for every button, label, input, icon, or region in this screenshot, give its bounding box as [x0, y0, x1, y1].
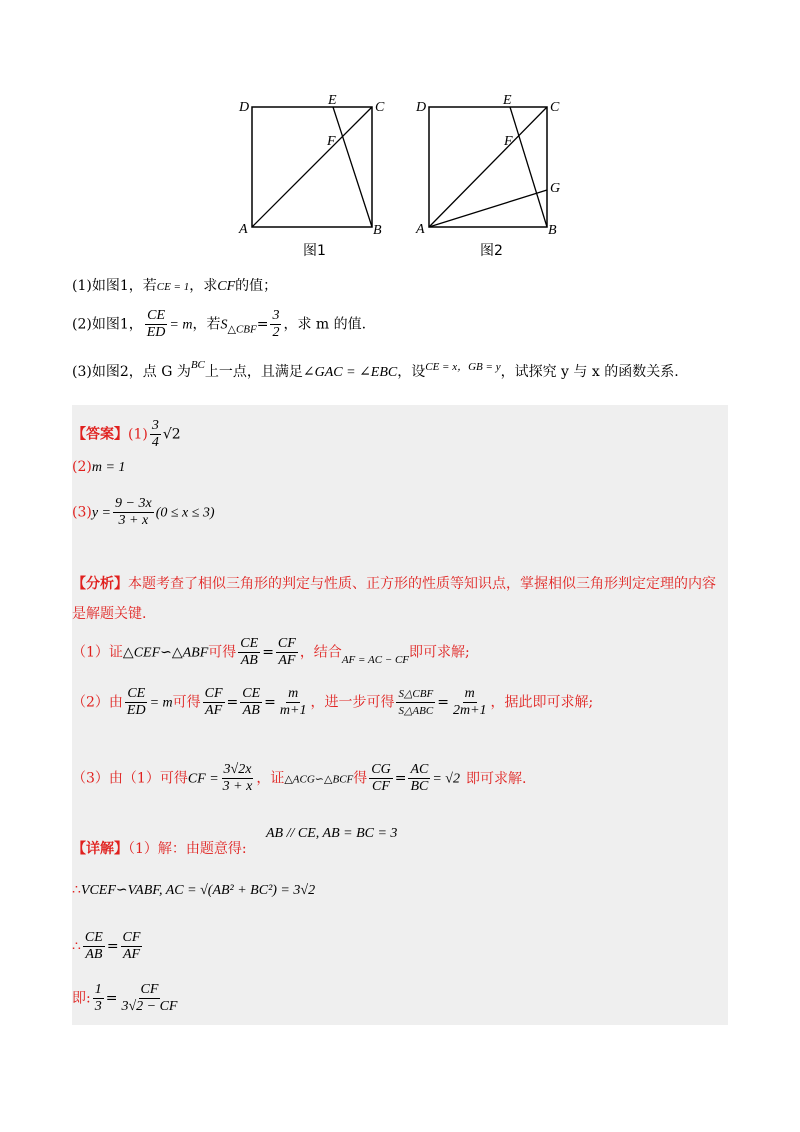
q3-vars: CE = x，GB = y — [425, 361, 501, 373]
step1-post: ，结合 — [299, 644, 342, 661]
step3-f1-den: 3 + x — [222, 779, 253, 794]
detail-tag: 【详解】 — [72, 841, 128, 857]
analysis-step-3: （3）由（1）可得CF = $\frac{3√2x}{3 + x}$ ，证△ACG∽△BCF得 $\frac{CG}{CF}$ = $\frac{AC}{BC}$ = √2 即可求解. — [72, 762, 527, 794]
answer-1-pre: (1) — [128, 426, 148, 443]
q2-mid: ，若 — [192, 316, 221, 333]
step2-eq: = m — [149, 695, 173, 711]
label-d-2: D — [416, 100, 427, 115]
step2-mid: 可得 — [172, 694, 201, 711]
therefore-2: ∴ — [72, 938, 81, 955]
step2-f2-num: CF — [204, 686, 223, 701]
label-b: B — [373, 223, 382, 238]
step2-f4-num: m — [288, 686, 299, 701]
detail-l4-f1-num: 1 — [94, 982, 102, 997]
detail-l3-f2-num: CF — [122, 930, 141, 945]
question-1 — [72, 276, 277, 297]
answer-3-num: 9 − 3x — [115, 496, 152, 511]
analysis-line-1 — [72, 573, 716, 593]
detail-l3-f2-den: AF — [122, 947, 141, 962]
answer-3-den: 3 + x — [118, 513, 149, 528]
answer-1-num: 3 — [151, 418, 159, 433]
step1-rel: AF = AC − CF — [341, 653, 410, 666]
answer-tag: 【答案】 — [72, 426, 128, 443]
q1-post: 的值； — [235, 278, 278, 294]
analysis-line-2: 是解题关键. — [72, 606, 147, 622]
detail-l2: VCEF∽VABF, AC = √(AB² + BC²) = 3√2 — [80, 883, 316, 898]
detail-p1: （1）解：由题意得: — [128, 841, 247, 857]
detail-l4-f2-den: 3√2 − CF — [121, 999, 178, 1014]
q1-target: CF — [217, 279, 236, 294]
step2-f1-num: CE — [127, 686, 146, 701]
q2-frac-num: CE — [147, 308, 166, 323]
step2-f5-den: S△ABC — [398, 705, 434, 717]
q3-angle: ∠GAC = ∠EBC — [302, 365, 398, 380]
answer-3-label: (3) — [72, 504, 92, 521]
step1-f2-den: AF — [278, 653, 296, 668]
step1-sim: △CEF∽△ABF — [122, 645, 209, 661]
step3-get: 得 — [353, 770, 368, 787]
analysis-tag: 【分析】 — [72, 576, 128, 592]
step1-f1-den: AB — [240, 653, 258, 668]
answer-3-range: (0 ≤ x ≤ 3) — [155, 505, 215, 521]
label-e-2: E — [503, 93, 512, 108]
q3-mid: 上一点，且满足 — [204, 364, 303, 380]
step3-end: 即可求解. — [465, 770, 527, 787]
q3-mid2: ，设 — [397, 364, 426, 380]
diagonal-ac — [252, 107, 372, 227]
label-g: G — [550, 181, 561, 196]
step3-f2-num: CG — [371, 762, 391, 777]
step2-f4-den: m+1 — [279, 703, 307, 718]
answer-1 — [72, 418, 181, 451]
detail-l4-f2-num: CF — [140, 982, 159, 997]
label-c: C — [375, 100, 385, 115]
q1-pre: (1)如图1，若 — [72, 278, 157, 294]
q1-mid: ，求 — [189, 278, 218, 294]
step2-f6-den: 2m+1 — [452, 703, 487, 718]
detail-line-3: ∴ $\frac{CE}{AB}$ = $\frac{CF}{AF}$ — [72, 930, 141, 962]
label-c-2: C — [550, 100, 560, 115]
step2-f5-num: S△CBF — [396, 686, 435, 703]
step1-pre: （1）证 — [72, 644, 123, 661]
q2-frac2-num: 3 — [272, 308, 280, 323]
answer-1-den: 4 — [151, 435, 159, 450]
step1-end: 即可求解; — [409, 644, 470, 661]
answer-3 — [72, 496, 215, 529]
step2-f2-den: AF — [205, 703, 223, 718]
label-a: A — [239, 222, 248, 237]
answer-2 — [72, 459, 125, 476]
detail-l3-f1-den: AB — [85, 947, 103, 962]
caption-fig2: 图2 — [480, 243, 503, 259]
step3-f3-den: BC — [410, 779, 429, 794]
label-f: F — [327, 134, 336, 149]
q3-bc: BC — [190, 359, 205, 371]
step2-f3-num: CE — [242, 686, 261, 701]
detail-l4-pre: 即: — [72, 990, 91, 1007]
q2-pre: (2)如图1， — [72, 316, 143, 333]
detail-line-1 — [72, 838, 247, 858]
step3-f1-num: 3√2x — [223, 762, 252, 777]
detail-p1-expr: AB // CE, AB = BC = 3 — [266, 826, 398, 841]
question-3 — [72, 359, 679, 383]
answer-2-expr: m = 1 — [91, 460, 126, 475]
step3-mid: ，证 — [256, 770, 285, 787]
step2-f6-num: m — [464, 686, 475, 701]
q2-frac2-den: 2 — [272, 325, 280, 340]
answer-1-root: √2 — [162, 426, 181, 443]
step2-f3-den: AB — [242, 703, 260, 718]
detail-l3-f1-num: CE — [84, 930, 103, 945]
step2-pre: （2）由 — [72, 694, 123, 711]
step2-mid2: ，进一步可得 — [310, 694, 395, 711]
label-f-2: F — [504, 134, 513, 149]
answer-3-y: y = — [91, 505, 112, 521]
label-d: D — [239, 100, 250, 115]
step3-val: = √2 — [432, 771, 460, 787]
step2-end: ，据此即可求解; — [490, 694, 594, 711]
step3-pre: （3）由（1）可得 — [72, 770, 188, 787]
q3-post: ，试探究 y 与 x 的函数关系. — [500, 364, 679, 380]
q1-cond: CE = 1 — [156, 281, 190, 293]
detail-l4-f1-den: 3 — [94, 999, 102, 1014]
label-b-2: B — [548, 223, 557, 238]
answer-2-label: (2) — [72, 459, 92, 475]
step1-f1-num: CE — [240, 636, 259, 651]
q2-eq: = m — [169, 317, 193, 333]
q2-eq2: = — [256, 316, 269, 333]
step3-f2-den: CF — [372, 779, 390, 794]
question-2 — [72, 308, 366, 341]
step3-f3-num: AC — [410, 762, 429, 777]
analysis-text-1: 本题考查了相似三角形的判定与性质、正方形的性质等知识点，掌握相似三角形判定定理的内容 — [128, 576, 716, 592]
figure-1 — [235, 92, 395, 262]
label-e: E — [328, 93, 337, 108]
label-a-2: A — [416, 222, 425, 237]
q3-pre: (3)如图2，点 G 为 — [72, 364, 191, 380]
step3-sim: △ACG∽△BCF — [284, 773, 354, 786]
step3-cf: CF = — [187, 771, 219, 787]
analysis-step-2: （2）由 $\frac{CE}{ED}$ = m可得 $\frac{CF}{AF}$ = $\frac{CE}{AB}$ = $\frac{m}{m+1}$ ，进一步可得 $\frac{\text{S△CBF}}{\text{S△ABC}}$ = $\frac{m}{2m+1}$ ，据此即可求解; — [72, 686, 594, 718]
q2-post: ，求 m 的值. — [283, 316, 367, 333]
detail-line-2 — [72, 882, 315, 899]
step1-f2-num: CF — [277, 636, 296, 651]
figure-2 — [412, 92, 572, 262]
detail-line-4: 即: $\frac{1}{3}$ = $\frac{CF}{3√2 - CF}$ — [72, 982, 178, 1014]
q2-s-sub: △CBF — [227, 323, 257, 336]
analysis-step-1: （1）证△CEF∽△ABF可得 $\frac{CE}{AB}$ = $\frac{CF}{AF}$ ，结合$_{AF = AC - CF}$即可求解; — [72, 636, 470, 668]
caption-fig1: 图1 — [303, 243, 326, 259]
step1-mid: 可得 — [208, 644, 237, 661]
q2-frac-den: ED — [146, 325, 166, 340]
therefore-1: ∴ — [72, 882, 81, 898]
segment-eb — [333, 107, 372, 227]
q2-s: S — [220, 317, 228, 333]
step2-f1-den: ED — [126, 703, 146, 718]
